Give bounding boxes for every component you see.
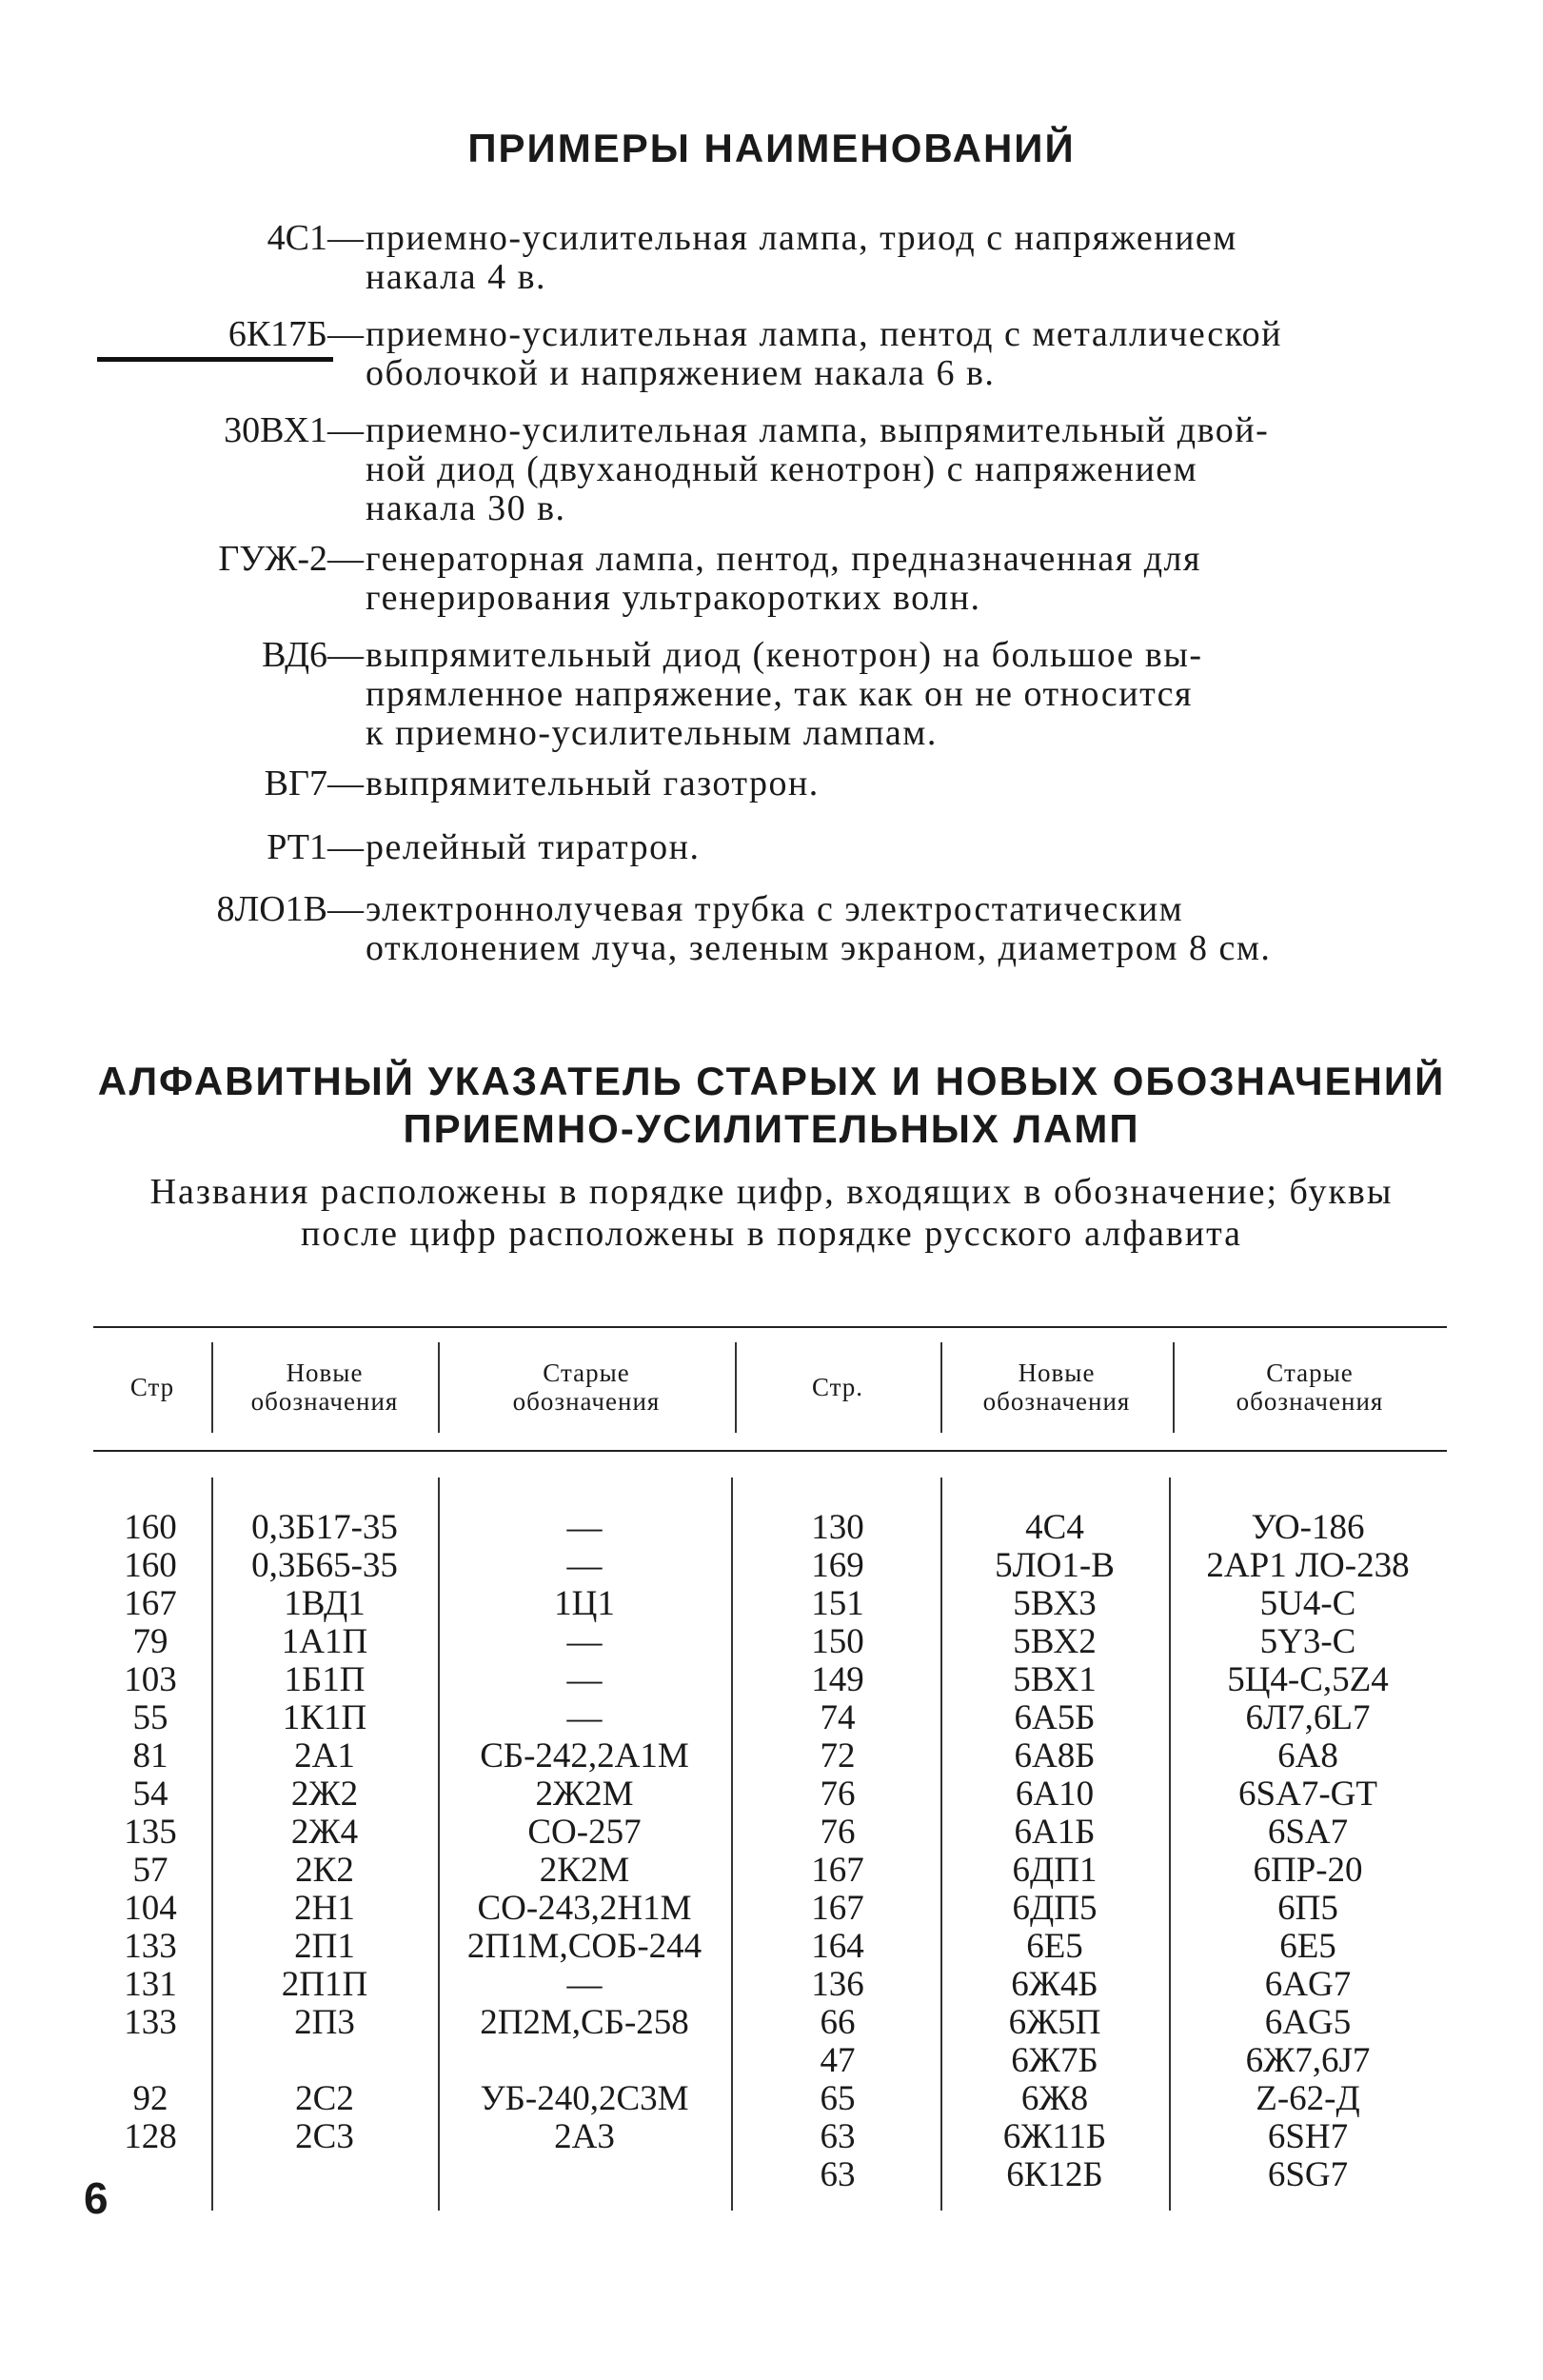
table-cell-left-new: 2К2 — [295, 1851, 354, 1890]
example-dash: — — [327, 314, 364, 354]
example-description-line: отклонением луча, зеленым экраном, диаметром 8 см. — [366, 928, 1272, 968]
example-dash: — — [327, 827, 364, 867]
example-dash: — — [327, 635, 364, 675]
table-cell-right-new: 6Ж7Б — [1011, 2041, 1098, 2080]
header-old-right — [1173, 1359, 1447, 1416]
table-cell-right-page: 167 — [811, 1851, 864, 1890]
table-cell-right-old: 6П5 — [1277, 1889, 1338, 1928]
table-cell-left-old: — — [566, 1660, 603, 1699]
header-new-left — [211, 1359, 438, 1416]
example-description-line: релейный тиратрон. — [366, 827, 701, 867]
example-description-line: к приемно-усилительным лампам. — [366, 713, 938, 753]
table-cell-left-page: 103 — [124, 1660, 177, 1699]
table-cell-right-new: 6ДП1 — [1012, 1851, 1098, 1890]
table-cell-left-new: 1Б1П — [284, 1660, 366, 1699]
header-page-left: Стр — [129, 1373, 175, 1401]
table-cell-left-old: — — [566, 1698, 603, 1737]
header-old-left — [438, 1359, 735, 1416]
example-description-line: электроннолучевая трубка с электростатическим — [366, 889, 1184, 929]
index-heading-line2: ПРИЕМНО-УСИЛИТЕЛЬНЫХ ЛАМП — [403, 1106, 1140, 1151]
example-dash: — — [327, 539, 364, 579]
table-top-rule — [93, 1326, 1447, 1328]
table-cell-left-new: 2П1П — [281, 1965, 368, 2004]
header-old-left-line1: Старые — [543, 1359, 630, 1387]
table-cell-right-old: 6AG7 — [1264, 1965, 1352, 2004]
table-cell-right-new: 6А8Б — [1014, 1736, 1096, 1775]
table-cell-right-old: 5Ц4-С,5Z4 — [1227, 1660, 1389, 1699]
table-cell-right-page: 130 — [811, 1508, 864, 1547]
table-cell-right-old: 5Y3-С — [1259, 1622, 1356, 1661]
table-cell-right-page: 164 — [811, 1927, 864, 1966]
example-designation: ВД6 — [262, 635, 327, 675]
table-cell-left-page: 54 — [132, 1775, 168, 1814]
table-cell-left-new: 1А1П — [281, 1622, 368, 1661]
example-description-line: прямленное напряжение, так как он не относится — [366, 674, 1194, 714]
table-cell-right-old: 5U4-С — [1259, 1584, 1356, 1623]
table-cell-left-old: — — [566, 1622, 603, 1661]
table-cell-left-old: 2А3 — [554, 2117, 615, 2156]
table-cell-right-old: 6SG7 — [1267, 2155, 1349, 2194]
table-cell-left-page: 131 — [124, 1965, 177, 2004]
table-cell-left-page: 92 — [132, 2079, 168, 2118]
table-cell-left-page: 133 — [124, 1927, 177, 1966]
table-cell-right-old: 6SA7 — [1267, 1813, 1349, 1852]
table-cell-left-old: СБ-242,2А1М — [480, 1736, 689, 1775]
example-dash: — — [327, 218, 364, 258]
table-cell-right-new: 5ВХ3 — [1013, 1584, 1097, 1623]
example-designation: 4С1 — [267, 218, 327, 258]
margin-underline-mark — [97, 357, 333, 362]
table-cell-right-old: 6Е5 — [1279, 1927, 1336, 1966]
table-cell-right-page: 167 — [811, 1889, 864, 1928]
example-description-line: приемно-усилительная лампа, выпрямительный двой- — [366, 410, 1270, 450]
table-cell-right-new: 6Ж8 — [1020, 2079, 1089, 2118]
table-cell-left-new: 2С3 — [295, 2117, 354, 2156]
example-description-line: приемно-усилительная лампа, триод с напряжением — [366, 218, 1237, 258]
index-subtitle-line2: после цифр расположены в порядке русского алфавита — [300, 1214, 1243, 1254]
table-cell-left-new: 0,3Б17-35 — [251, 1508, 398, 1547]
page-number: 6 — [84, 2173, 109, 2223]
table-cell-left-page: 167 — [124, 1584, 177, 1623]
table-cell-left-new: 2П1 — [294, 1927, 355, 1966]
table-cell-right-new: 5ВХ1 — [1013, 1660, 1097, 1699]
table-cell-right-old: 6ПР-20 — [1253, 1851, 1363, 1890]
table-cell-right-page: 74 — [820, 1698, 856, 1737]
table-cell-left-page: 133 — [124, 2003, 177, 2042]
table-cell-right-old: 6Ж7,6J7 — [1245, 2041, 1371, 2080]
example-description-line: оболочкой и напряжением накала 6 в. — [366, 353, 996, 393]
header-new-left-line2: обозначения — [250, 1387, 399, 1416]
table-cell-left-page: 128 — [124, 2117, 177, 2156]
table-cell-right-old: 6А8 — [1277, 1736, 1338, 1775]
table-cell-left-old: СО-257 — [527, 1813, 642, 1852]
header-new-left-line1: Новые — [286, 1359, 364, 1387]
example-designation: ГУЖ-2 — [218, 539, 327, 579]
table-cell-right-page: 151 — [811, 1584, 864, 1623]
index-heading-line1: АЛФАВИТНЫЙ УКАЗАТЕЛЬ СТАРЫХ И НОВЫХ ОБОЗНАЧЕНИЙ — [97, 1059, 1446, 1103]
table-cell-right-new: 6ДП5 — [1012, 1889, 1098, 1928]
example-description-line: накала 4 в. — [366, 257, 547, 297]
example-description-line: выпрямительный газотрон. — [366, 764, 820, 803]
example-dash: — — [327, 410, 364, 450]
table-cell-left-new: 1К1П — [282, 1698, 367, 1737]
example-description-line: генераторная лампа, пентод, предназначенная для — [366, 539, 1201, 579]
table-cell-left-old: — — [566, 1965, 603, 2004]
table-cell-left-old: 2П1М,СОБ-244 — [466, 1927, 702, 1966]
header-new-right — [940, 1359, 1173, 1416]
table-cell-right-page: 63 — [820, 2117, 856, 2156]
table-cell-left-new: 2Ж4 — [290, 1813, 359, 1852]
header-page-right: Стр. — [811, 1373, 864, 1401]
header-new-right-line1: Новые — [1018, 1359, 1096, 1387]
table-cell-right-new: 6А5Б — [1014, 1698, 1096, 1737]
table-cell-right-old: 6SH7 — [1267, 2117, 1349, 2156]
table-cell-left-page: 57 — [132, 1851, 168, 1890]
table-cell-left-page: 55 — [132, 1698, 168, 1737]
table-cell-right-page: 72 — [820, 1736, 856, 1775]
table-cell-left-old: — — [566, 1508, 603, 1547]
table-cell-left-page: 160 — [124, 1546, 177, 1585]
table-cell-left-new: 2С2 — [295, 2079, 354, 2118]
example-description-line: ной диод (двуханодный кенотрон) с напряжением — [366, 449, 1198, 489]
table-cell-left-old: УБ-240,2С3М — [480, 2079, 689, 2118]
table-cell-right-page: 150 — [811, 1622, 864, 1661]
table-cell-left-old — [438, 2042, 731, 2080]
table-header-rule — [93, 1450, 1447, 1452]
header-old-right-line1: Старые — [1266, 1359, 1354, 1387]
table-cell-right-new: 6К12Б — [1006, 2155, 1103, 2194]
table-cell-left-old: — — [566, 1546, 603, 1585]
table-cell-right-new: 6Ж11Б — [1002, 2117, 1107, 2156]
table-cell-left-old: СО-243,2Н1М — [477, 1889, 692, 1928]
example-designation: РТ1 — [267, 827, 327, 867]
table-cell-right-old: 6AG5 — [1264, 2003, 1352, 2042]
example-description-line: накала 30 в. — [366, 488, 566, 528]
table-cell-left-new: 2Н1 — [294, 1889, 355, 1928]
examples-heading: ПРИМЕРЫ НАИМЕНОВАНИЙ — [467, 126, 1076, 170]
header-old-right-line2: обозначения — [1236, 1387, 1384, 1416]
table-cell-left-new — [211, 2042, 438, 2080]
table-cell-right-old: Z-62-Д — [1256, 2079, 1360, 2118]
table-cell-left-old: 1Ц1 — [554, 1584, 615, 1623]
table-cell-right-new: 6А1Б — [1014, 1813, 1096, 1852]
table-cell-left-page: 104 — [124, 1889, 177, 1928]
example-designation: ВГ7 — [264, 764, 327, 803]
column-divider — [731, 1478, 733, 2211]
table-cell-left-page: 81 — [132, 1736, 168, 1775]
table-cell-right-page: 169 — [811, 1546, 864, 1585]
table-cell-left-old: 2П2М,СБ-258 — [480, 2003, 689, 2042]
example-designation: 30ВХ1 — [224, 410, 327, 450]
table-cell-right-page: 65 — [820, 2079, 856, 2118]
table-cell-left-new: 2Ж2 — [290, 1775, 359, 1814]
header-new-right-line2: обозначения — [982, 1387, 1131, 1416]
table-cell-left-page: 135 — [124, 1813, 177, 1852]
table-cell-left-old: 2К2М — [539, 1851, 630, 1890]
table-cell-right-page: 136 — [811, 1965, 864, 2004]
table-cell-left-page — [93, 2042, 208, 2080]
table-cell-right-page: 47 — [820, 2041, 856, 2080]
table-cell-right-old: 2АР1 ЛО-238 — [1206, 1546, 1410, 1585]
table-cell-right-page: 149 — [811, 1660, 864, 1699]
table-cell-right-old: 6Л7,6L7 — [1245, 1698, 1371, 1737]
table-cell-right-old: 6SA7-GT — [1238, 1775, 1377, 1814]
example-description-line: приемно-усилительная лампа, пентод с металлической — [366, 314, 1282, 354]
table-cell-left-new: 2П3 — [294, 2003, 355, 2042]
table-cell-right-new: 5ЛО1-В — [995, 1546, 1115, 1585]
header-old-left-line2: обозначения — [512, 1387, 661, 1416]
table-cell-left-new: 1ВД1 — [284, 1584, 366, 1623]
table-cell-right-page: 63 — [820, 2155, 856, 2194]
table-cell-right-new: 5ВХ2 — [1013, 1622, 1097, 1661]
table-cell-right-new: 6Ж5П — [1008, 2003, 1101, 2042]
table-cell-left-page: 160 — [124, 1508, 177, 1547]
table-cell-right-new: 6Ж4Б — [1011, 1965, 1098, 2004]
table-cell-right-page: 76 — [820, 1775, 856, 1814]
table-cell-right-old: УО-186 — [1251, 1508, 1365, 1547]
example-designation: 6К17Б — [227, 314, 327, 354]
table-cell-right-page: 66 — [820, 2003, 856, 2042]
example-dash: — — [327, 764, 364, 803]
table-cell-left-page: 79 — [132, 1622, 168, 1661]
example-designation: 8ЛО1В — [216, 889, 327, 929]
example-description-line: выпрямительный диод (кенотрон) на большое вы- — [366, 635, 1203, 675]
table-cell-right-new: 6Е5 — [1026, 1927, 1083, 1966]
table-cell-left-old: 2Ж2М — [535, 1775, 634, 1814]
index-subtitle-line1: Названия расположены в порядке цифр, входящих в обозначение; буквы — [149, 1172, 1394, 1212]
table-cell-left-new: 2А1 — [294, 1736, 355, 1775]
table-cell-left-new: 0,3Б65-35 — [251, 1546, 398, 1585]
table-cell-right-new: 4С4 — [1025, 1508, 1084, 1547]
example-description-line: генерирования ультракоротких волн. — [366, 578, 981, 618]
example-dash: — — [327, 889, 364, 929]
table-cell-right-new: 6А10 — [1015, 1775, 1095, 1814]
table-cell-right-page: 76 — [820, 1813, 856, 1852]
